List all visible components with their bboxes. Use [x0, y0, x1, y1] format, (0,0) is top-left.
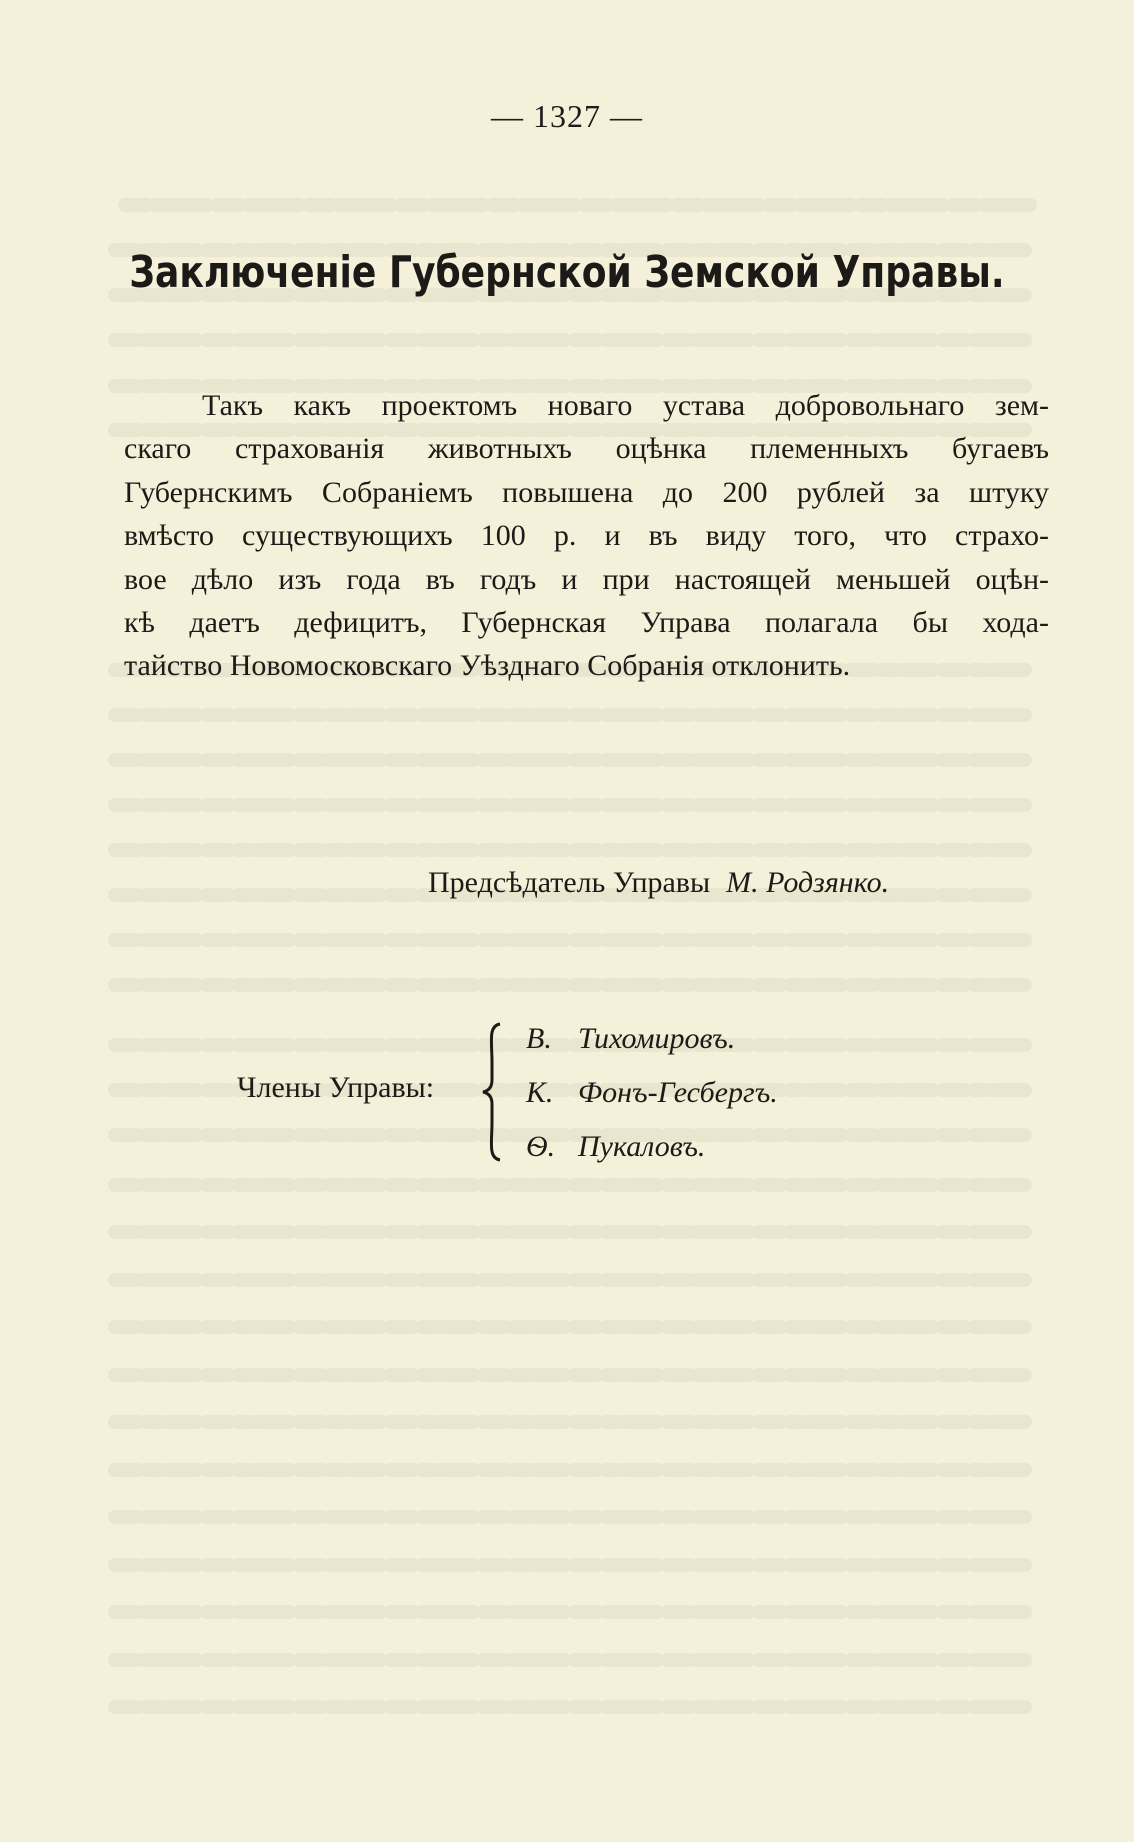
member-entry	[526, 1012, 778, 1066]
member-initial: Ѳ.	[526, 1130, 556, 1163]
body-line: Губернскимъ Собранiемъ повышена до 200 рублей за штуку	[124, 475, 1049, 509]
body-line: Такъ какъ проектомъ новаго устава добровольнаго зем-	[202, 389, 1049, 422]
body-line: вмѣсто существующихъ 100 р. и въ виду того, что страхо-	[124, 519, 1049, 553]
chairman-signature-line	[428, 866, 889, 900]
member-entry	[526, 1120, 778, 1174]
chairman-name: М. Родзянко.	[726, 866, 890, 899]
body-line: вое дѣло изъ года въ годъ и при настоящей меньшей оцѣн-	[124, 562, 1049, 596]
body-line: тайство Новомосковскаго Уѣзднаго Собранiя отклонить.	[124, 649, 851, 683]
curly-brace-icon	[480, 1022, 506, 1162]
page-title: Заключенiе Губернской Земской Управы.	[129, 247, 1005, 298]
body-line: скаго страхованiя животныхъ оцѣнка племенныхъ бугаевъ	[124, 432, 1049, 466]
member-surname: Тихомировъ.	[578, 1022, 736, 1055]
member-surname: Пукаловъ.	[578, 1130, 706, 1163]
member-entry	[526, 1066, 778, 1120]
chairman-title: Предсѣдатель Управы	[428, 866, 711, 899]
body-line: кѣ даетъ дефицитъ, Губернская Управа полагала бы хода-	[124, 606, 1049, 640]
members-list	[526, 1012, 778, 1174]
body-paragraph	[124, 384, 1049, 688]
member-surname: Фонъ-Гесбергъ.	[578, 1076, 778, 1109]
page-number: — 1327 —	[491, 98, 643, 134]
member-initial: К.	[526, 1076, 554, 1109]
member-initial: В.	[526, 1022, 552, 1055]
members-label: Члены Управы:	[237, 1071, 435, 1104]
